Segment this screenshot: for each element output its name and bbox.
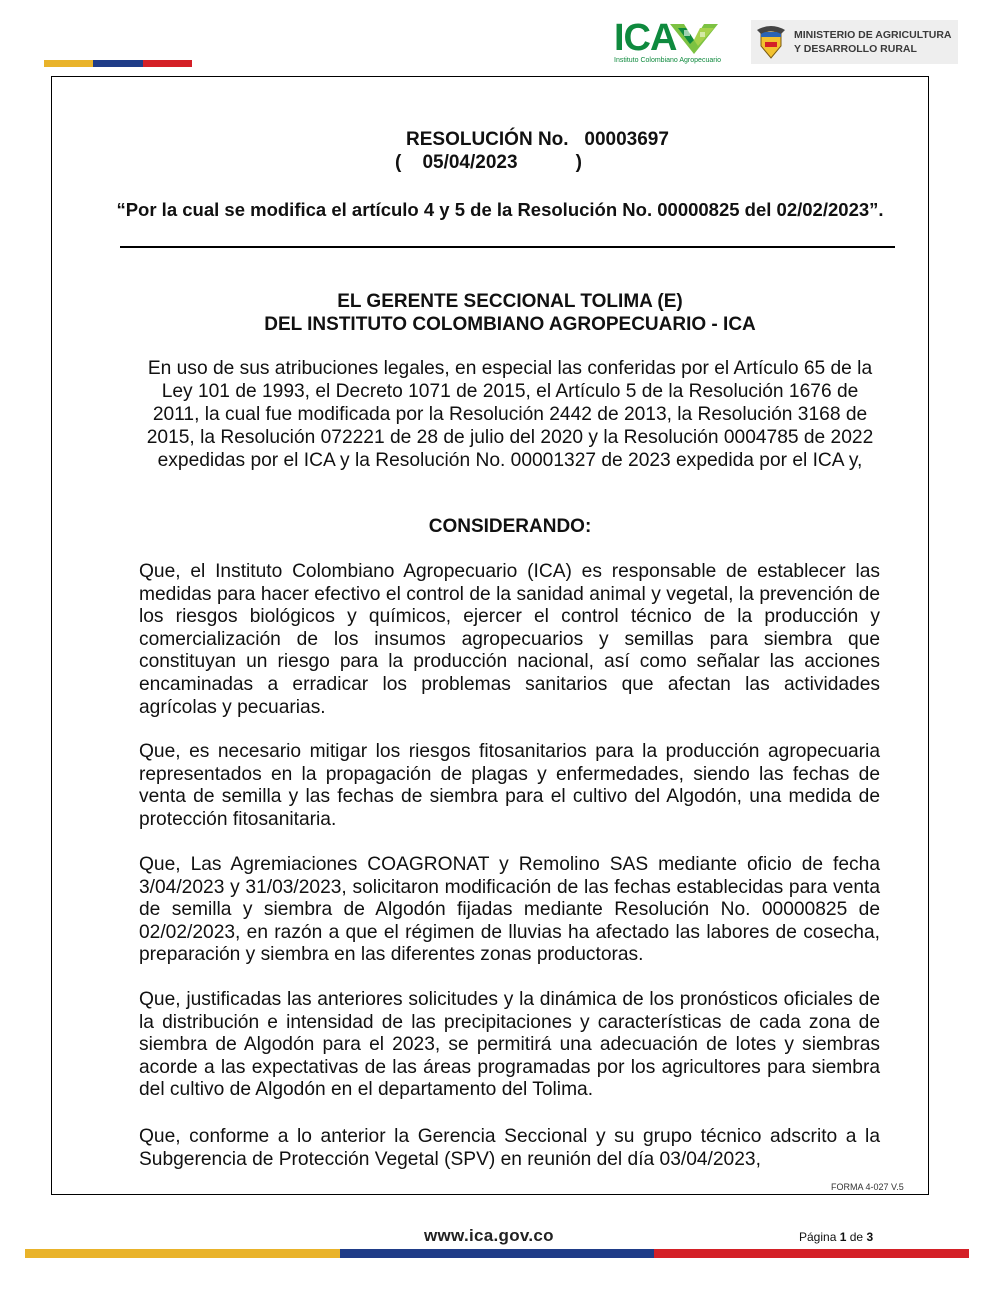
website-link[interactable]: www.ica.gov.co	[424, 1226, 554, 1245]
ministry-line-1: MINISTERIO DE AGRICULTURA	[794, 29, 952, 41]
top-color-stripe	[44, 60, 192, 67]
ica-logo	[614, 17, 722, 66]
considerando-paragraph-3: Que, Las Agremiaciones COAGRONAT y Remolino SAS mediante oficio de fecha 3/04/2023 y 31/03/2023, solicitaron modificación de las fechas establecidas para venta de semilla y siembra de Algodón fijadas mediante Resolución No. 00000825 de 02/02/2023, en razón a que el régimen de lluvias ha afectado las labores de cosecha, preparación y siembra en las diferentes zonas productoras.	[139, 854, 880, 966]
bottom-color-stripe	[25, 1249, 969, 1258]
ica-leaf-icon	[670, 22, 718, 54]
page-separator: de	[849, 1230, 864, 1244]
considerando-paragraph-1: Que, el Instituto Colombiano Agropecuario (ICA) es responsable de establecer las medidas para hacer efectivo el control de la sanidad animal y vegetal, la prevención de los riesgos biológicos y químicos, ejercer el control técnico de la producción y comercialización de los insumos agropecuarios y semillas para siembra que constituyan un riesgo para la producción nacional, así como señalar las acciones encaminadas a erradicar los problemas sanitarios que afectan las actividades agrícolas y pecuarias.	[139, 561, 880, 718]
authority-heading-line-2: DEL INSTITUTO COLOMBIANO AGROPECUARIO - ICA	[264, 314, 756, 335]
considerando-paragraph-2: Que, es necesario mitigar los riesgos fitosanitarios para la producción agropecuaria representados en la propagación de plagas y enfermedades, siendo las fechas de venta de semilla y las fechas de siembra para el cultivo del Algodón, una medida de protección fitosanitaria.	[139, 741, 880, 830]
coat-of-arms-icon	[755, 24, 787, 60]
resolution-date: ( 05/04/2023 )	[395, 152, 582, 173]
considerando-paragraph-5: Que, conforme a lo anterior la Gerencia Seccional y su grupo técnico adscrito a la Subgerencia de Protección Vegetal (SPV) en reunión del día 03/04/2023,	[139, 1126, 880, 1170]
page-prefix: Página	[799, 1230, 837, 1244]
form-code: FORMA 4-027 V.5	[831, 1182, 904, 1192]
page-total: 3	[866, 1230, 874, 1244]
page-number	[799, 1230, 873, 1244]
divider-line	[120, 246, 895, 248]
resolution-subject: “Por la cual se modifica el artículo 4 y 5 de la Resolución No. 00000825 del 02/02/2023”.	[116, 199, 884, 220]
considerando-heading: CONSIDERANDO:	[428, 516, 592, 537]
resolution-number: RESOLUCIÓN No. 00003697	[406, 129, 669, 150]
page-current: 1	[839, 1230, 847, 1244]
ministry-line-2: Y DESARROLLO RURAL	[794, 43, 917, 55]
ica-logo-text: ICA	[614, 17, 677, 59]
authority-heading-line-1: EL GERENTE SECCIONAL TOLIMA (E)	[337, 291, 683, 312]
ministry-logo	[751, 20, 958, 64]
ica-logo-subtitle: Instituto Colombiano Agropecuario	[614, 57, 722, 64]
intro-paragraph: En uso de sus atribuciones legales, en especial las conferidas por el Artículo 65 de la Ley 101 de 1993, el Decreto 1071 de 2015, el Artículo 5 de la Resolución 1676 de 2011, la cual fue modificada por la Resolución 2442 de 2013, la Resolución 3168 de 2015, la Resolución 072221 de 28 de julio del 2020 y la Resolución 0004785 de 2022 expedidas por el ICA y la Resolución No. 00001327 de 2023 expedida por el ICA y,	[146, 358, 874, 471]
ministry-name	[794, 28, 952, 56]
considerando-paragraph-4: Que, justificadas las anteriores solicitudes y la dinámica de los pronósticos oficiales de la distribución e intensidad de las precipitaciones y características de cada zona de siembra de Algodón para el 2023, se permitirá una adecuación de lotes y siembras acorde a las expectativas de las áreas programadas por los agricultores para siembra del cultivo de Algodón en el departamento del Tolima.	[139, 989, 880, 1101]
